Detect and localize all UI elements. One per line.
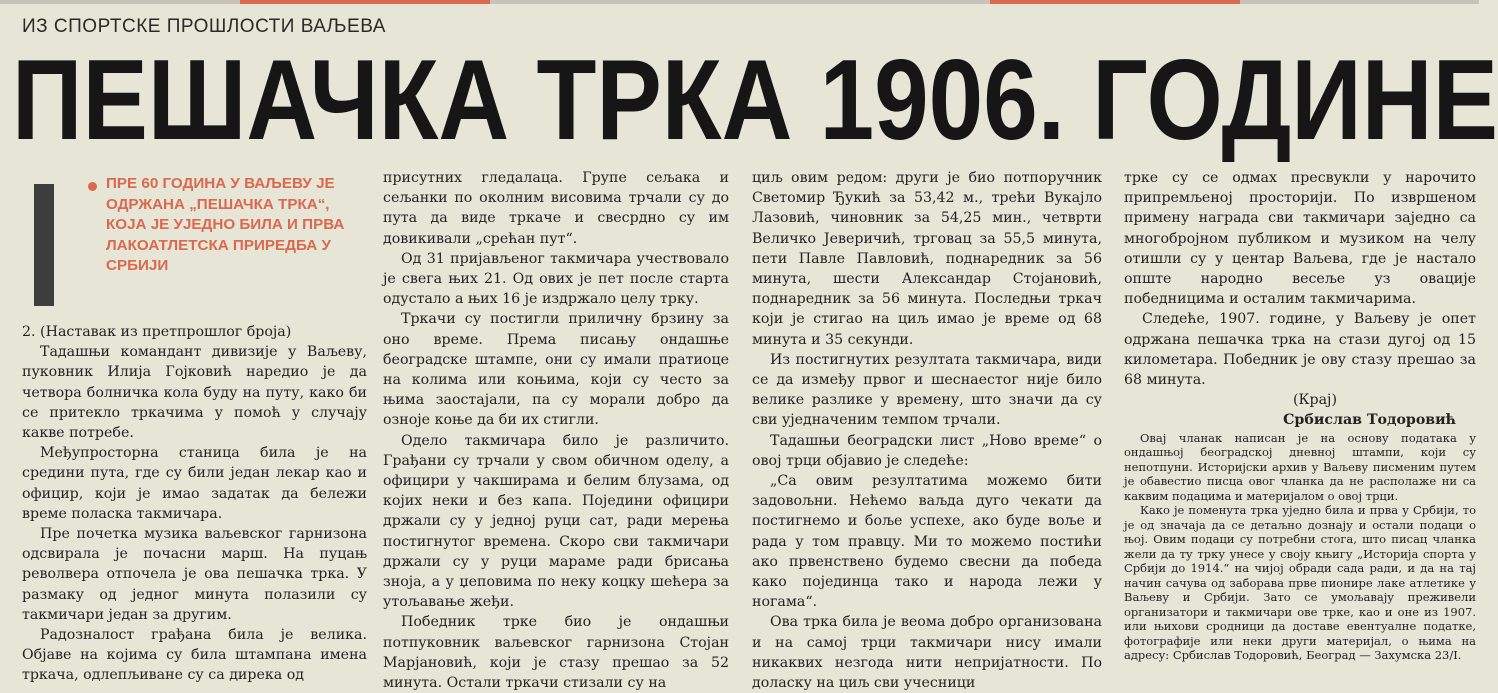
paragraph: циљ овим редом: други је био потпоручник Светомир Ђукић за 53,42 м., трећи Вукајло Лазовић, чиновник за 54,25 мин., четврти Величко Јеверичић, трговац за 55,5 минута, пети Павле Павловић, поднаредник за 56 минута, шести Александар Стојановић, поднаредник за 56 минута. Последњи тркач који је стигао на циљ имао је време од 68 минута и 35 секунди.	[752, 170, 1102, 348]
red-strip-right	[990, 0, 1240, 4]
end-marker: (Крај)	[1293, 392, 1337, 409]
bullet-icon	[88, 182, 97, 191]
continuation-note: 2. (Наставак из претпрошлог броја)	[22, 324, 292, 340]
paragraph: Тадашњи београдски лист „Ново време“ о овој трци објавио је следеће:	[752, 432, 1102, 469]
paragraph: трке су се одмах пресвукли у нарочито припремљеној просторији. По извршеном примену награда сви такмичари заједно са многобројном публиком и музиком на челу отишли су у центар Ваљева, где је настало опште народно весеље уз овације победницима и осталим такмичарима.	[1124, 170, 1476, 308]
paragraph: присутних гледалаца. Групе сељака и сељанки по околним висовима трчали су до пута да виде тркаче и свесрдно су им довикивали „срећан пут“.	[383, 170, 729, 247]
column-1	[22, 168, 367, 684]
headline: ПЕШАЧКА ТРКА 1906. ГОДИНЕ	[12, 37, 1498, 164]
note-paragraph: Овај чланак написан је на основу података у ондашњој београдској дневној штампи, који су непотпуни. Историјски архив у Ваљеву писменим путем је обавестио писца овог чланка да не располаже ни са каквим подацима и материјалом о овој трци.	[1124, 430, 1476, 503]
paragraph: Међупросторна станица била је на средини пута, где су били један лекар као и официр, који је имао задатак да бележи време поласка такмичара.	[22, 445, 367, 522]
note-paragraph: Како је поменута трка уједно била и прва у Србији, то је од значаја да се детаљно дознају и остали подаци о њој. Овим подаци су потребни стога, што писац чланка жели да ту трку унесе у своју књигу „Историја спорта у Србији до 1914.“ на чијој обради сада ради, и да на тај начин сачува од заборава прве пионире лаке атлетике у Ваљеву и Србији. Зато се умољавају преживели организатори и такмичари ове трке, као и оне из 1907. или њихови сродници да доставе евентуалне податке, фотографије или неки други материјал, о њима на адресу: Србислав Тодоровић, Београд — Захумска 23/I.	[1124, 503, 1476, 663]
quote-paragraph: „Са овим резултатима можемо бити задовољни. Нећемо ваљда дуго чекати да постигнемо и боље успехе, ако буде воље и рада у том правцу. Ми то можемо постићи ако првенствено будемо свесни да победа како појединца тако и народа лежи у ногама“.	[752, 473, 1102, 611]
paragraph: Тадашњи командант дивизије у Ваљеву, пуковник Илија Гојковић наредио је да четвора болничка кола буду на путу, како би се притекло тркачима у помоћ у случају какве потребе.	[22, 344, 367, 442]
paragraph: Одело такмичара било је различито. Грађани су трчали у свом обичном оделу, а официри у чакширама и белим блузама, од којих неки и без капа. Поједини официри држали су у једној руци сат, ради мерења постигнутог времена. Скоро сви такмичари држали су у руци мараме ради брисања зноја, а у џеповима по неку коцку шећера за утољавање жеђи.	[383, 432, 729, 611]
lead-text: ПРЕ 60 ГОДИНА У ВАЉЕВУ ЈЕ ОДРЖАНА „ПЕШАЧКА ТРКА“, КОЈА ЈЕ УЈЕДНО БИЛА И ПРВА ЛАКОАТЛЕТСКА ПРИРЕДБА У СРБИЈИ	[106, 175, 345, 274]
lead-box	[22, 168, 367, 316]
column-3	[752, 168, 1102, 692]
top-color-strip	[0, 0, 1479, 4]
paragraph: Следеће, 1907. године, у Ваљеву је опет одржана пешачка трка на стази дугој од 15 километара. Победник је ову стазу прешао за 68 минута.	[1124, 311, 1476, 389]
paragraph: Пре почетка музика ваљевског гарнизона одсвирала је почасни марш. На пуцањ револвера отпочела је ова пешачка трка. У размаку од једног минута полазили су такмичари један за другим.	[22, 526, 367, 623]
section-kicker: ИЗ СПОРТСКЕ ПРОШЛОСТИ ВАЉЕВА	[22, 16, 386, 37]
paragraph: Победник трке био је ондашњи потпуковник ваљевског гарнизона Стојан Марјановић, који је стазу прешао за 52 минута. Остали тркачи стизали су на	[383, 614, 729, 692]
paragraph: Од 31 пријављеног такмичара учествовало је свега њих 21. Од ових је пет после старта одустало а њих 16 је издржало целу трку.	[383, 250, 729, 308]
red-strip-left	[240, 0, 490, 4]
column-4	[1124, 168, 1476, 663]
author-signature: Србислав Тодоровић	[1283, 412, 1456, 429]
paragraph: Ова трка била је веома добро организована и на самој трци такмичари нису имали никаквих незгода нити непријатности. По доласку на циљ сви учесници	[752, 614, 1102, 692]
paragraph: Радозналост грађана била је велика. Објаве на којима су била штампана имена тркача, одлепљиване су са дирека од	[22, 627, 367, 684]
lead-bar	[34, 184, 54, 306]
column-2	[383, 168, 729, 692]
paragraph: Из постигнутих резултата такмичара, види се да између првог и шеснаестог није било велике разлике у времену, што значи да су сви уједначеним темпом трчали.	[752, 351, 1102, 429]
paragraph: Тркачи су постигли приличну брзину за оно време. Према писању ондашње београдске штампе, они су имали пратиоце на колима или коњима, који су често за њима заостајали, па су морали добро да озноје коње да би их стигли.	[383, 311, 729, 429]
editor-note	[1124, 431, 1476, 663]
